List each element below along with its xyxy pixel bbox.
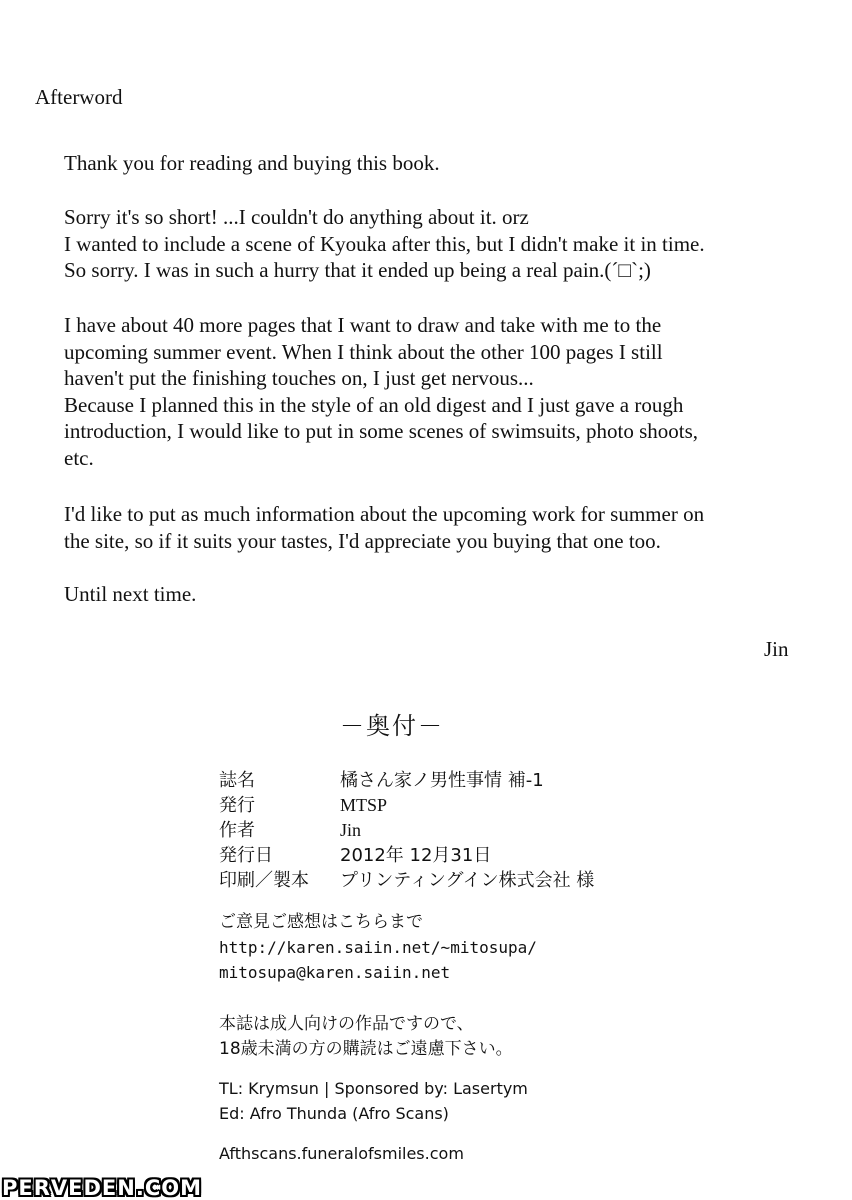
- contact-email-link[interactable]: mitosupa@karen.saiin.net: [219, 963, 451, 982]
- text-line: the site, so if it suits your tastes, I'd appreciate you buying that one too.: [64, 528, 661, 553]
- row-label: 発行日: [219, 845, 273, 866]
- afterword-paragraph-3: [64, 312, 698, 471]
- text-line: Sorry it's so short! ...I couldn't do anything about it. orz: [64, 205, 529, 229]
- row-label: 誌名: [219, 770, 255, 791]
- row-value: MTSP: [340, 795, 388, 815]
- credit-line: Ed: Afro Thunda (Afro Scans): [219, 1104, 449, 1123]
- colophon-row-printing: [219, 868, 594, 893]
- text-line: I have about 40 more pages that I want to draw and take with me to the: [64, 313, 662, 337]
- text-line: Because I planned this in the style of an old digest and I just gave a rough: [64, 392, 684, 417]
- notice-line: 本誌は成人向けの作品ですので、: [219, 1014, 474, 1034]
- text-line: So sorry. I was in such a hurry that it ended up being a real pain.(´□`;): [64, 258, 651, 282]
- signature: Jin: [764, 637, 789, 661]
- text-line: introduction, I would like to put in some scenes of swimsuits, photo shoots,: [64, 419, 699, 443]
- row-label: 作者: [219, 820, 255, 841]
- contact-url-link[interactable]: http://karen.saiin.net/~mitosupa/: [219, 938, 537, 957]
- text-line: I wanted to include a scene of Kyouka after this, but I didn't make it in time.: [64, 231, 705, 256]
- colophon-table: [219, 768, 594, 893]
- row-label: 発行: [219, 795, 255, 816]
- text-line: Thank you for reading and buying this book.: [64, 151, 440, 175]
- contact-block: [219, 910, 537, 985]
- colophon-heading: －奥付－: [340, 712, 444, 740]
- row-value: 橘さん家ノ男性事情 補-1: [340, 770, 544, 791]
- age-notice: [219, 1012, 513, 1062]
- site-link[interactable]: Afthscans.funeralofsmiles.com: [219, 1144, 464, 1163]
- afterword-paragraph-4: [64, 501, 704, 554]
- text-line: upcoming summer event. When I think about the other 100 pages I still: [64, 339, 663, 364]
- text-line: Until next time.: [64, 582, 197, 606]
- colophon-row-author: [219, 818, 594, 843]
- colophon-row-title: [219, 768, 594, 793]
- colophon-row-publisher: [219, 793, 594, 818]
- contact-label: ご意見ご感想はこちらまで: [219, 912, 423, 932]
- text-line: etc.: [64, 445, 94, 470]
- colophon-row-date: [219, 843, 594, 868]
- afterword-title: Afterword: [35, 85, 123, 109]
- text-line: I'd like to put as much information about the upcoming work for summer on: [64, 502, 705, 526]
- afterword-paragraph-2: [64, 204, 705, 284]
- row-value: Jin: [340, 820, 362, 840]
- scanlation-credits: [219, 1076, 528, 1126]
- afterword-paragraph-1: [64, 150, 440, 177]
- row-value: 2012年 12月31日: [340, 845, 492, 866]
- afterword-paragraph-5: [64, 581, 196, 608]
- row-label: 印刷／製本: [219, 870, 309, 891]
- notice-line: 18歳未満の方の購読はご遠慮下さい。: [219, 1039, 513, 1059]
- text-line: haven't put the finishing touches on, I just get nervous...: [64, 366, 534, 390]
- row-value: プリンティングイン株式会社 様: [340, 870, 595, 891]
- credit-line: TL: Krymsun | Sponsored by: Lasertym: [219, 1079, 528, 1098]
- watermark: PERVEDEN.COM: [2, 1176, 202, 1200]
